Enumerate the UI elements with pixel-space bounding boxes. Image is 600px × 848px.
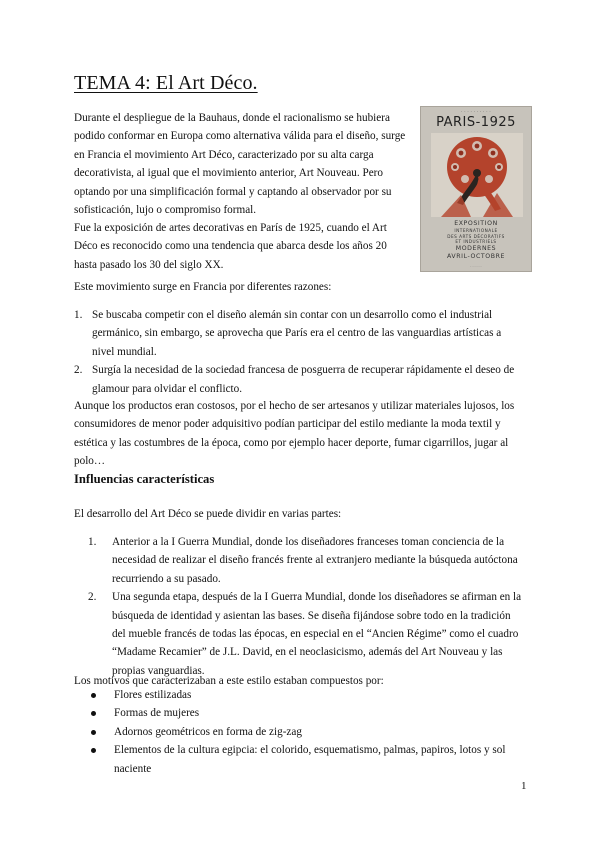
list-number: 1. <box>88 536 97 548</box>
list-item-text: Se buscaba competir con el diseño alemán sin contar con un desarrollo como el industrial germánico, sin embargo, se aprovecha que París era el centro de las vanguardias artísticas a nivel mundial. <box>92 309 502 358</box>
intro-paragraph-3: Este movimiento surge en Francia por diferentes razones: <box>74 281 332 293</box>
list-number: 2. <box>74 364 83 377</box>
list-item <box>74 741 526 778</box>
list-item-text: Flores estilizadas <box>114 689 192 701</box>
influences-intro: El desarrollo del Art Déco se puede dividir en varias partes: <box>74 508 342 520</box>
list-item <box>74 704 526 722</box>
list-number: 2. <box>88 591 97 604</box>
list-item <box>74 361 526 398</box>
intro-paragraph-2: Fue la exposición de artes decorativas en París de 1925, cuando el Art Déco es reconocido como una tendencia que abarca desde los años 20 hasta pasado los 30 del siglo XX. <box>74 222 387 271</box>
stages-list <box>74 533 526 680</box>
bullet-icon <box>91 711 96 716</box>
section-heading: Influencias características <box>74 472 215 486</box>
list-item <box>74 588 526 680</box>
list-number: 1. <box>74 309 83 321</box>
list-item <box>74 306 526 361</box>
poster-illustration <box>431 133 523 217</box>
poster-top-line: · · · · · · · · · · <box>461 109 491 114</box>
list-item-text: Surgía la necesidad de la sociedad francesa de posguerra de recuperar rápidamente el deseo de glamour para olvidar el conflicto. <box>92 364 515 395</box>
poster-line: MODERNES <box>455 244 497 252</box>
bullet-icon <box>91 748 96 753</box>
poster-footer: · · · · · · <box>470 265 482 269</box>
bullet-icon <box>91 730 96 735</box>
reasons-list <box>74 306 526 398</box>
page-number: 1 <box>521 780 527 792</box>
paragraph-4: Aunque los productos eran costosos, por el hecho de ser artesanos y utilizar materiales lujosos, los consumidores de menor poder adquisitivo podían participar del estilo mediante la moda textil y estética y las costumbres de la época, como por ejemplo hacer deporte, fumar cigarrillos, jugar al polo… <box>74 400 515 468</box>
poster-line: AVRIL-OCTOBRE <box>446 252 506 260</box>
list-item <box>74 533 526 588</box>
list-item <box>74 723 526 741</box>
poster-line: DES ARTS DÉCORATIFS <box>447 233 505 239</box>
poster-line: ET INDUSTRIELS <box>455 239 497 245</box>
poster-text-block <box>421 220 531 261</box>
list-item <box>74 686 526 704</box>
list-item-text: Adornos geométricos en forma de zig-zag <box>114 725 302 738</box>
poster-title: PARIS-1925 <box>436 115 516 130</box>
paris-1925-poster-image <box>420 106 532 272</box>
page-title: TEMA 4: El Art Déco. <box>74 72 258 94</box>
list-item-text: Formas de mujeres <box>114 707 200 720</box>
bullet-icon <box>91 693 96 698</box>
motifs-list <box>74 686 526 778</box>
list-item-text: Una segunda etapa, después de la I Guerra Mundial, donde los diseñadores se afirman en la búsqueda de identidad y asientan las bases. Se diseña fijándose sobre todo en la tradición del mueble francés de todas las épocas, en especial en el “Ancien Régime” como el cuadro “Madame Recamier” de J.L. David, en el neoclasicismo, además del Art Nouveau y las propias vanguardias. <box>112 591 522 677</box>
poster-line: INTERNATIONALE <box>454 228 498 233</box>
motifs-intro: Los motivos que caracterizaban a este estilo estaban compuestos por: <box>74 675 384 687</box>
intro-paragraph-1: Durante el despliegue de la Bauhaus, donde el racionalismo se hubiera podido conformar en Europa como alternativa válida para el diseño, surge en Francia el movimiento Art Déco, caracterizado por su alta carga decorativista, al igual que el movimiento anterior, Art Nouveau. Pero optando por una simplificación formal y captando al observador por su sofisticación, lujo o compromiso formal. <box>74 112 406 217</box>
list-item-text: Anterior a la I Guerra Mundial, donde los diseñadores franceses toman conciencia de la necesidad de realizar el diseño francés frente al extranjero mediante la búsqueda autóctona recurriendo a su pasado. <box>112 536 518 585</box>
list-item-text: Elementos de la cultura egipcia: el colorido, esquematismo, palmas, papiros, lotos y sol naciente <box>114 744 506 775</box>
poster-line: EXPOSITION <box>454 220 498 227</box>
